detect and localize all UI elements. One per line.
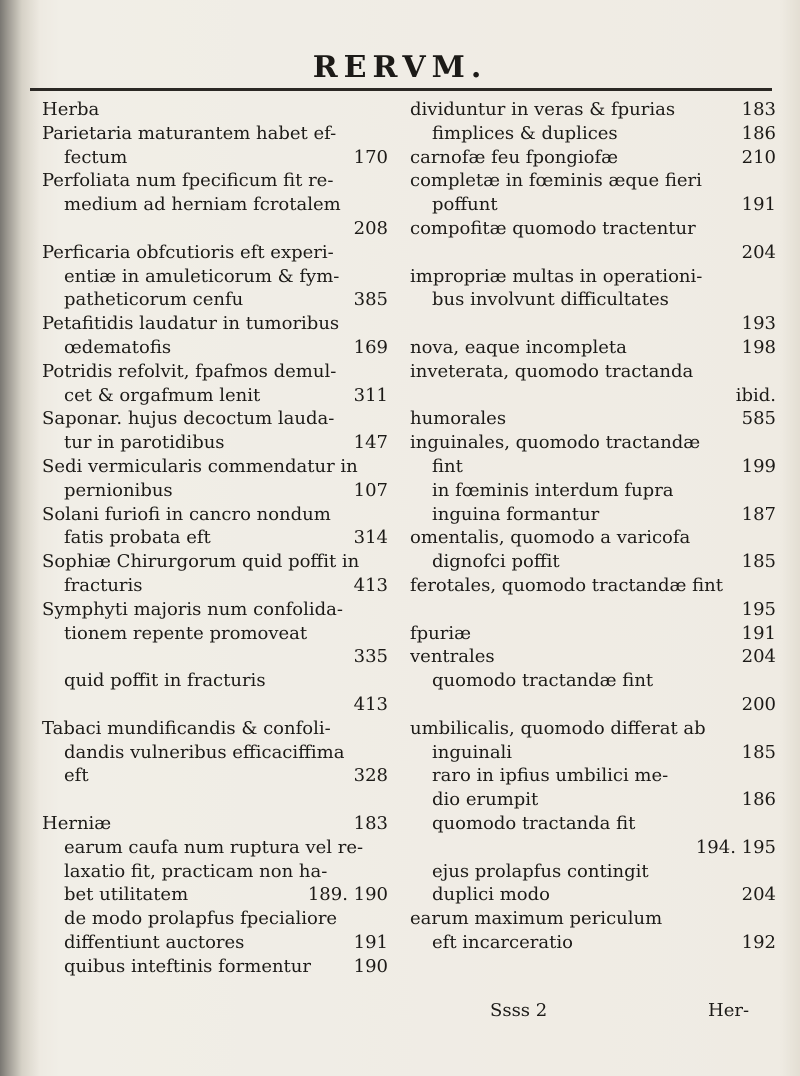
entry-text: fatis probata eft bbox=[64, 527, 211, 549]
page-reference: 195 bbox=[741, 598, 776, 620]
entry-text: eft incarceratio bbox=[432, 931, 573, 953]
index-entry bbox=[42, 217, 392, 241]
index-entry bbox=[410, 788, 780, 812]
index-entry bbox=[42, 431, 392, 455]
entry-text: œdematofis bbox=[64, 336, 172, 358]
catchword: Her- bbox=[708, 1000, 750, 1021]
index-entry bbox=[42, 503, 392, 527]
page-reference: 200 bbox=[741, 693, 776, 715]
page-reference: 328 bbox=[353, 765, 388, 787]
entry-text: diffentiunt auctores bbox=[64, 931, 245, 953]
page-reference: 193 bbox=[741, 313, 776, 335]
index-entry bbox=[410, 169, 780, 193]
entry-text: ejus prolapfus contingit bbox=[432, 860, 649, 882]
page-reference: 147 bbox=[353, 432, 388, 454]
page-reference: 191 bbox=[741, 622, 776, 644]
signature-mark: Ssss 2 bbox=[490, 1000, 548, 1021]
index-entry bbox=[42, 550, 392, 574]
index-entry bbox=[410, 764, 780, 788]
index-entry bbox=[410, 407, 780, 431]
entry-text: omentalis, quomodo a varicofa bbox=[410, 527, 691, 549]
index-entry bbox=[42, 788, 392, 812]
index-entry bbox=[42, 479, 392, 503]
index-entry bbox=[410, 883, 780, 907]
index-entry bbox=[410, 812, 780, 836]
entry-text: impropriæ multas in operationi- bbox=[410, 265, 703, 287]
page-reference: 199 bbox=[741, 455, 776, 477]
entry-text: Parietaria maturantem habet ef- bbox=[42, 122, 337, 144]
entry-text: inguinali bbox=[432, 741, 513, 763]
page-reference: 585 bbox=[741, 408, 776, 430]
entry-text: duplici modo bbox=[432, 884, 550, 906]
page-reference: 186 bbox=[741, 789, 776, 811]
entry-text: medium ad herniam fcrotalem bbox=[64, 194, 341, 216]
index-entry bbox=[42, 883, 392, 907]
index-entry bbox=[410, 146, 780, 170]
index-entry bbox=[410, 193, 780, 217]
index-entry bbox=[42, 98, 392, 122]
page-reference: 169 bbox=[353, 336, 388, 358]
page-reference: 413 bbox=[353, 693, 388, 715]
index-entry bbox=[410, 455, 780, 479]
entry-text: fimplices & duplices bbox=[432, 122, 618, 144]
index-entry bbox=[410, 217, 780, 241]
entry-text: dio erumpit bbox=[432, 789, 539, 811]
index-entry bbox=[42, 955, 392, 979]
index-entry bbox=[410, 336, 780, 360]
entry-text: eft bbox=[64, 765, 89, 787]
entry-text: nova, eaque incompleta bbox=[410, 336, 627, 358]
entry-text: inveterata, quomodo tractanda bbox=[410, 360, 694, 382]
entry-text: fectum bbox=[64, 146, 128, 168]
index-entry bbox=[410, 669, 780, 693]
entry-text: Tabaci mundificandis & confoli- bbox=[42, 717, 331, 739]
index-entry bbox=[410, 384, 780, 408]
index-entry bbox=[410, 431, 780, 455]
index-entry bbox=[42, 717, 392, 741]
entry-text: laxatio fit, practicam non ha- bbox=[64, 860, 328, 882]
page-reference: ibid. bbox=[735, 384, 776, 406]
page-reference: 170 bbox=[353, 146, 388, 168]
index-entry bbox=[410, 598, 780, 622]
page-reference: 107 bbox=[353, 479, 388, 501]
index-entry bbox=[410, 907, 780, 931]
index-entry bbox=[410, 479, 780, 503]
page-reference: 187 bbox=[741, 503, 776, 525]
entry-text: quid poffit in fracturis bbox=[64, 670, 266, 692]
page-reference: 183 bbox=[741, 99, 776, 120]
entry-text: patheticorum cenfu bbox=[64, 289, 244, 311]
index-entry bbox=[410, 860, 780, 884]
page-reference: 190 bbox=[353, 955, 388, 977]
page-reference: 189. 190 bbox=[307, 884, 388, 906]
page-reference: 385 bbox=[353, 289, 388, 311]
index-entry bbox=[42, 384, 392, 408]
index-entry bbox=[42, 455, 392, 479]
page-reference: 204 bbox=[741, 646, 776, 668]
index-entry bbox=[42, 574, 392, 598]
index-entry bbox=[42, 622, 392, 646]
index-entry bbox=[42, 122, 392, 146]
entry-text: Potridis refolvit, fpafmos demul- bbox=[42, 360, 337, 382]
page-reference: 186 bbox=[741, 122, 776, 144]
entry-text: compofitæ quomodo tractentur bbox=[410, 217, 696, 239]
entry-text: quomodo tractanda fit bbox=[432, 812, 636, 834]
page-reference: 314 bbox=[353, 527, 388, 549]
entry-text: dignofci poffit bbox=[432, 551, 560, 573]
entry-text: quomodo tractandæ fint bbox=[432, 670, 654, 692]
entry-text: dandis vulneribus efficaciffima bbox=[64, 741, 345, 763]
entry-text: umbilicalis, quomodo differat ab bbox=[410, 717, 706, 739]
entry-text: quibus inteftinis formentur bbox=[64, 955, 311, 977]
entry-text: Sedi vermicularis commendatur in bbox=[42, 455, 358, 477]
entry-text: inguinales, quomodo tractandæ bbox=[410, 432, 701, 454]
page-reference: 198 bbox=[741, 336, 776, 358]
page-reference: 311 bbox=[353, 384, 388, 406]
index-entry bbox=[42, 265, 392, 289]
index-entry bbox=[42, 336, 392, 360]
page-reference: 194. 195 bbox=[695, 836, 776, 858]
index-entry bbox=[42, 860, 392, 884]
index-entry bbox=[410, 98, 780, 122]
entry-text: ferotales, quomodo tractandæ fint bbox=[410, 574, 723, 596]
index-entry bbox=[42, 241, 392, 265]
entry-text: Sophiæ Chirurgorum quid poffit in bbox=[42, 551, 360, 573]
index-entry bbox=[42, 645, 392, 669]
page-reference: 210 bbox=[741, 146, 776, 168]
index-entry bbox=[42, 764, 392, 788]
entry-text: Symphyti majoris num confolida- bbox=[42, 598, 343, 620]
index-entry bbox=[410, 931, 780, 955]
page-reference: 191 bbox=[353, 931, 388, 953]
header-rule bbox=[30, 88, 772, 91]
index-entry bbox=[410, 622, 780, 646]
page-reference: 413 bbox=[353, 574, 388, 596]
entry-text: bus involvunt difficultates bbox=[432, 289, 669, 311]
running-head: RERVM. bbox=[312, 50, 488, 85]
entry-text: tur in parotidibus bbox=[64, 432, 225, 454]
index-entry bbox=[410, 574, 780, 598]
index-entry bbox=[410, 503, 780, 527]
index-entry bbox=[410, 741, 780, 765]
page-reference: 204 bbox=[741, 241, 776, 263]
page-reference: 204 bbox=[741, 884, 776, 906]
index-entry bbox=[42, 169, 392, 193]
entry-text: Perfoliata num fpecificum fit re- bbox=[42, 170, 334, 192]
index-entry bbox=[410, 122, 780, 146]
index-column-left bbox=[42, 98, 392, 978]
entry-text: Saponar. hujus decoctum lauda- bbox=[42, 408, 335, 430]
entry-text: humorales bbox=[410, 408, 507, 430]
entry-text: poffunt bbox=[432, 194, 498, 216]
entry-text: carnofæ feu fpongiofæ bbox=[410, 146, 619, 168]
page-reference: 192 bbox=[741, 931, 776, 953]
index-entry bbox=[42, 669, 392, 693]
entry-text: Herniæ bbox=[42, 812, 112, 834]
entry-text: Petafitidis laudatur in tumoribus bbox=[42, 313, 340, 335]
index-entry bbox=[42, 812, 392, 836]
entry-text: fint bbox=[432, 455, 463, 477]
index-entry bbox=[42, 526, 392, 550]
index-entry bbox=[42, 598, 392, 622]
index-entry bbox=[42, 312, 392, 336]
index-entry bbox=[42, 693, 392, 717]
page-reference: 185 bbox=[741, 551, 776, 573]
index-entry bbox=[410, 693, 780, 717]
index-entry bbox=[42, 193, 392, 217]
index-entry bbox=[42, 360, 392, 384]
entry-text: fpuriæ bbox=[410, 622, 472, 644]
entry-text: raro in ipfius umbilici me- bbox=[432, 765, 669, 787]
index-entry bbox=[42, 741, 392, 765]
entry-text: Perficaria obfcutioris eft experi- bbox=[42, 241, 334, 263]
index-entry bbox=[410, 526, 780, 550]
entry-text: Herba bbox=[42, 99, 100, 120]
entry-text: bet utilitatem bbox=[64, 884, 189, 906]
index-entry bbox=[410, 645, 780, 669]
entry-text: Solani furiofi in cancro nondum bbox=[42, 503, 331, 525]
entry-text: tionem repente promoveat bbox=[64, 622, 308, 644]
index-entry bbox=[42, 931, 392, 955]
index-entry bbox=[42, 907, 392, 931]
entry-text: earum caufa num ruptura vel re- bbox=[64, 836, 364, 858]
entry-text: de modo prolapfus fpecialiore bbox=[64, 908, 338, 930]
page-reference: 191 bbox=[741, 194, 776, 216]
index-entry bbox=[410, 241, 780, 265]
page-reference: 185 bbox=[741, 741, 776, 763]
entry-text: completæ in fœminis æque fieri bbox=[410, 170, 702, 192]
entry-text: dividuntur in veras & fpurias bbox=[410, 99, 676, 120]
index-entry bbox=[410, 265, 780, 289]
index-entry bbox=[42, 836, 392, 860]
entry-text: entiæ in amuleticorum & fym- bbox=[64, 265, 340, 287]
entry-text: ventrales bbox=[410, 646, 495, 668]
page-reference: 208 bbox=[353, 217, 388, 239]
index-entry bbox=[410, 288, 780, 312]
index-entry bbox=[42, 146, 392, 170]
index-entry bbox=[42, 407, 392, 431]
index-entry bbox=[42, 288, 392, 312]
index-column-right bbox=[410, 98, 780, 955]
book-spine-shadow bbox=[0, 0, 40, 1076]
index-entry bbox=[410, 312, 780, 336]
entry-text: cet & orgafmum lenit bbox=[64, 384, 261, 406]
index-entry bbox=[410, 360, 780, 384]
index-entry bbox=[410, 836, 780, 860]
page-reference: 183 bbox=[353, 812, 388, 834]
entry-text: pernionibus bbox=[64, 479, 173, 501]
page-reference: 335 bbox=[353, 646, 388, 668]
entry-text: inguina formantur bbox=[432, 503, 600, 525]
index-entry bbox=[410, 717, 780, 741]
index-entry bbox=[410, 550, 780, 574]
entry-text: earum maximum periculum bbox=[410, 908, 663, 930]
entry-text: fracturis bbox=[64, 574, 143, 596]
entry-text: in fœminis interdum fupra bbox=[432, 479, 674, 501]
